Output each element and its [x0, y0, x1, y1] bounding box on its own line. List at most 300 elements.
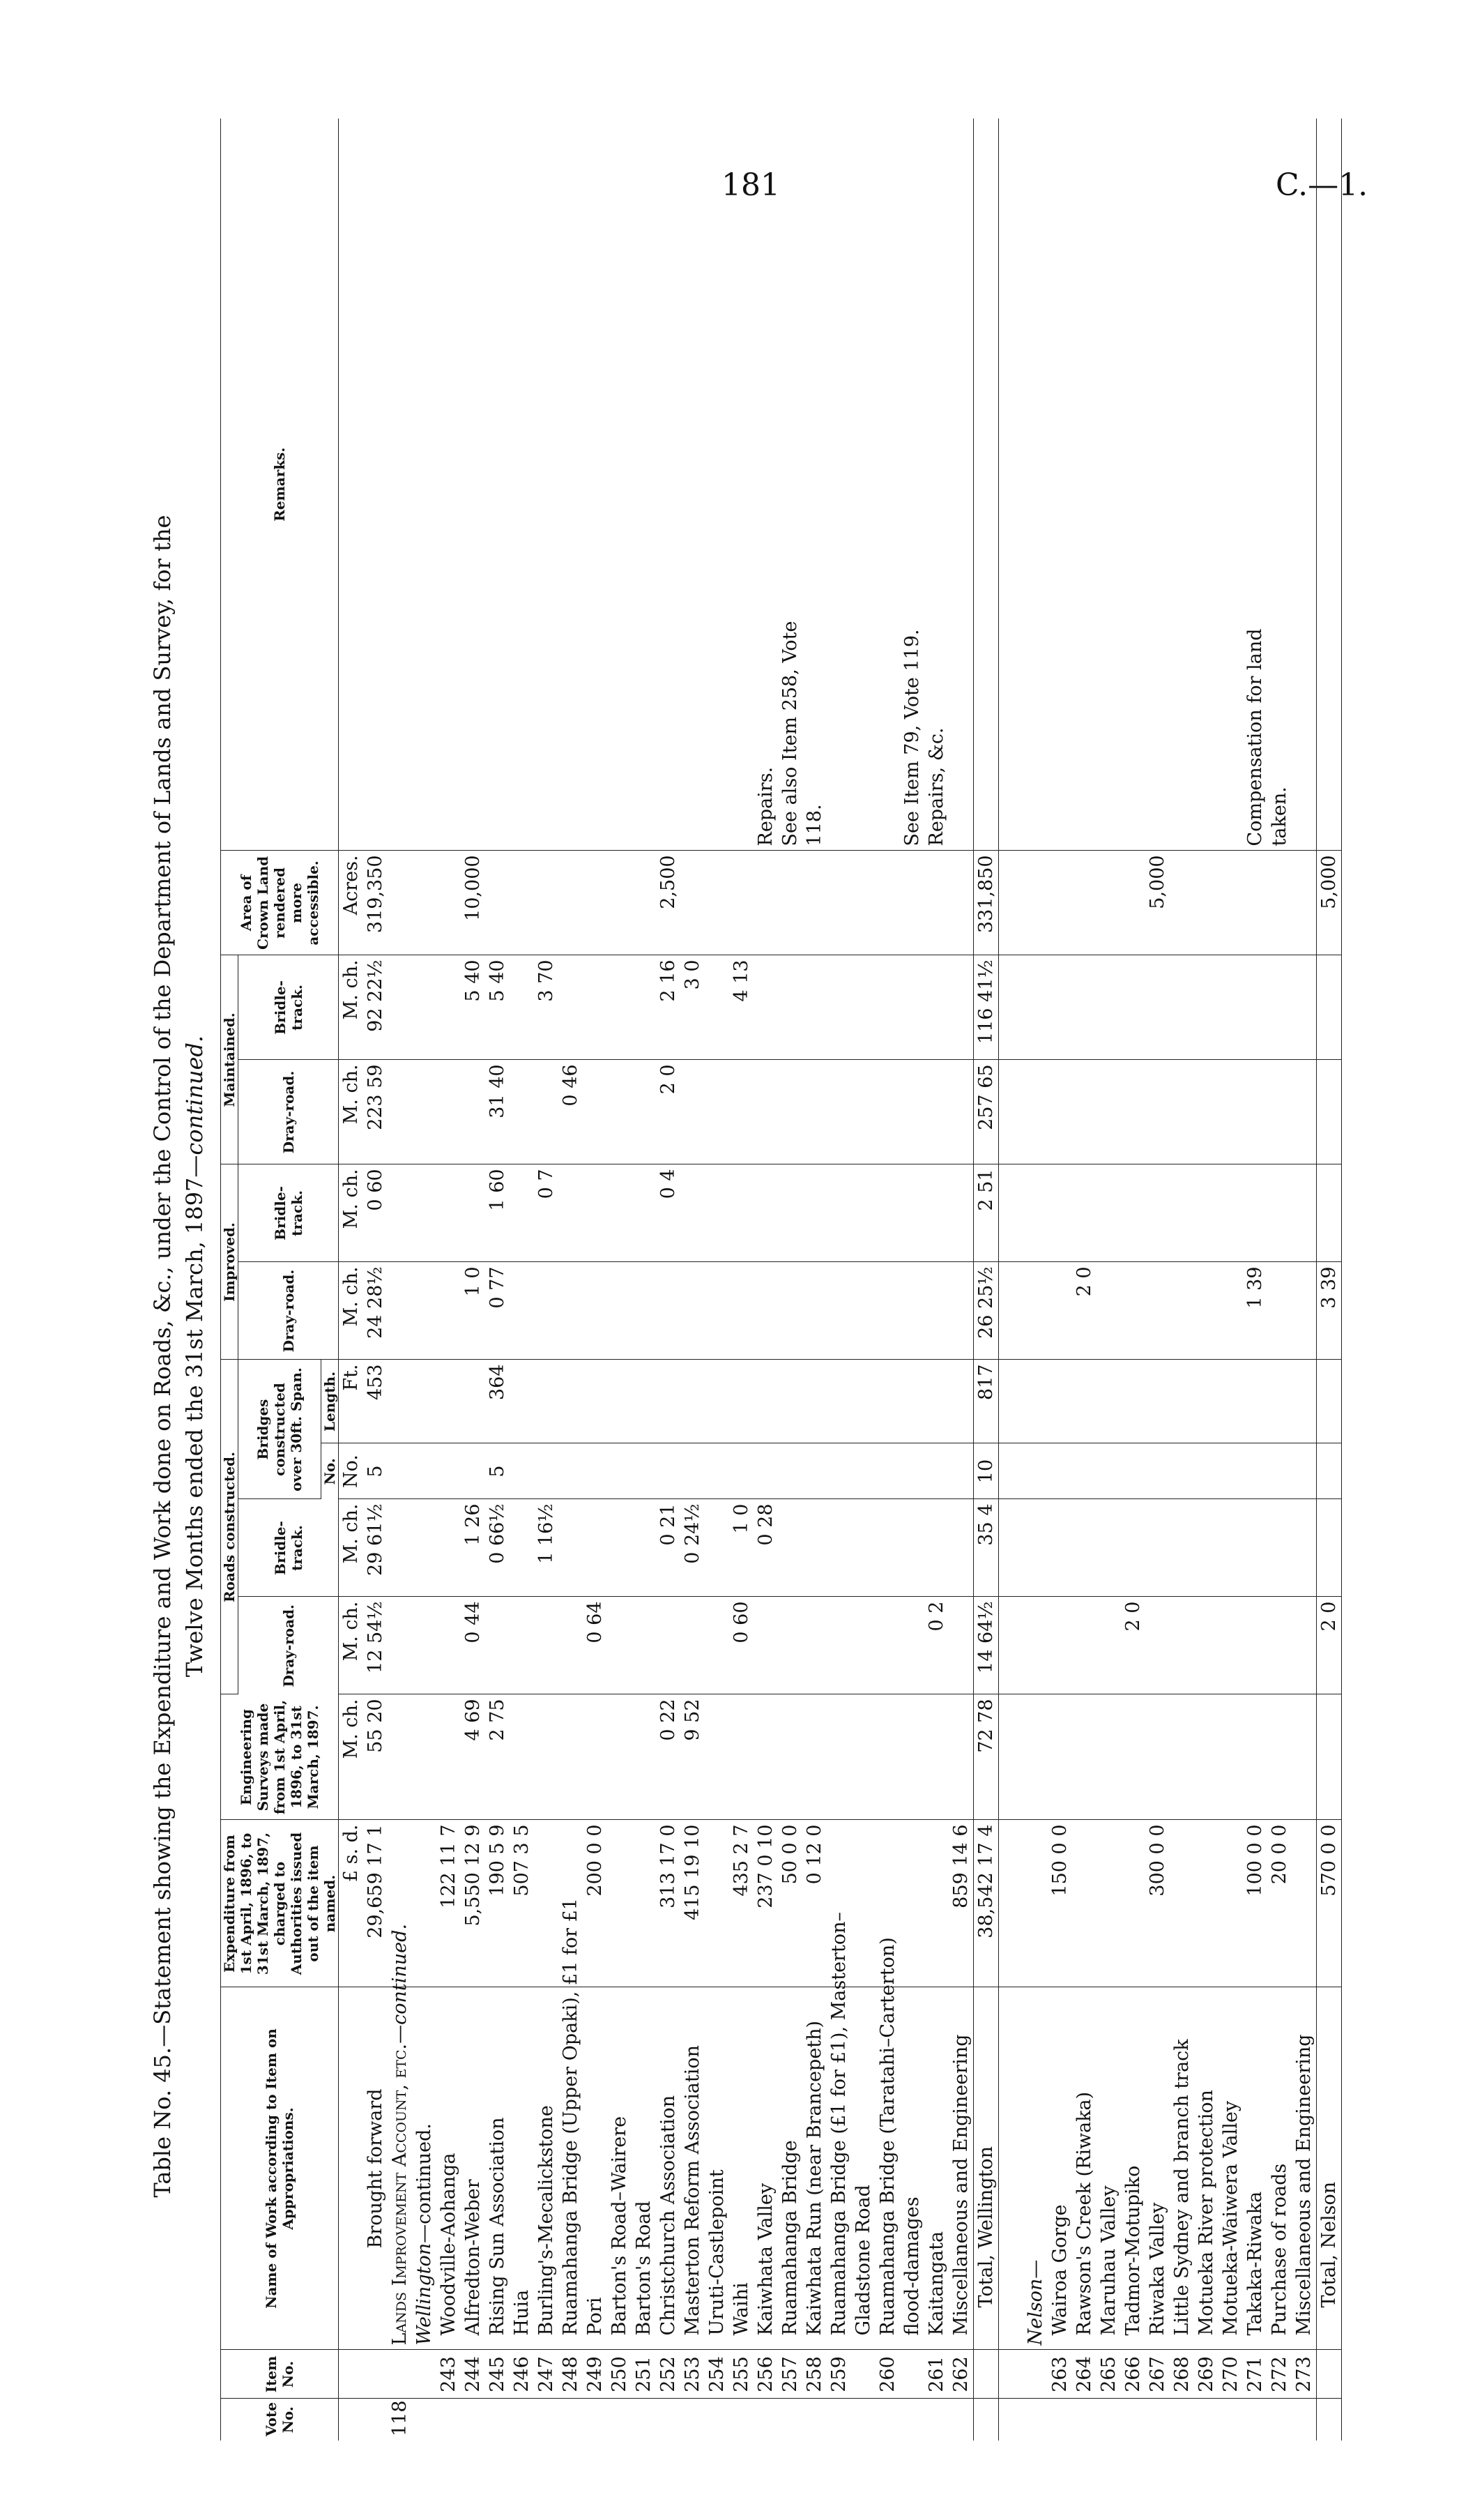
table-row [851, 119, 876, 2441]
cell-exp [705, 1820, 729, 1987]
header-constructed-bridle: Bridle-track. [238, 1499, 339, 1597]
cell-area [1219, 851, 1243, 955]
cell-area [924, 851, 949, 955]
cell-blen [510, 1360, 534, 1443]
total-wellington-remarks [974, 119, 999, 851]
cell-surveys [851, 1694, 876, 1820]
total-wellington-blen: 817 [974, 1360, 999, 1443]
table-row [802, 119, 827, 2441]
header-constructed-dray: Dray-road. [238, 1597, 339, 1694]
cell-exp: 20 0 0 [1267, 1820, 1292, 1987]
caption-line-2 [178, 272, 211, 2441]
cell-ibridle [461, 1164, 485, 1262]
cell-idray [558, 1262, 583, 1360]
cell-cbridle: 0 21 [656, 1499, 680, 1597]
cell-ibridle: 0 7 [534, 1164, 558, 1262]
cell-surveys [1267, 1694, 1292, 1820]
header-surveys: Engineering Surveys made from 1st April, 1896, to 31st March, 1897. [221, 1694, 339, 1820]
table-row [656, 119, 680, 2441]
vote-cell [778, 2399, 802, 2441]
cell-bno [924, 1443, 949, 1499]
cell-cdray: 0 60 [729, 1597, 754, 1694]
cell-name: Miscellaneous and Engineering [1292, 1987, 1317, 2350]
total-wellington-bno: 10 [974, 1443, 999, 1499]
cell-name: Miscellaneous and Engineering [949, 1987, 974, 2350]
cell-ibridle [949, 1164, 974, 1262]
bf-idray: 24 28½ [363, 1262, 388, 1360]
header-maintained-dray: Dray-road. [238, 1060, 339, 1164]
cell-surveys [876, 1694, 900, 1820]
cell-remarks [607, 119, 632, 851]
cell-name: Kaiwhata Valley [754, 1987, 778, 2350]
cell-mbridle: 3 70 [534, 955, 558, 1060]
unit-ibridle: M. ch. [339, 1164, 364, 1262]
cell-idray [729, 1262, 754, 1360]
cell-cdray [1145, 1597, 1170, 1694]
cell-name: Uruti-Castlepoint [705, 1987, 729, 2350]
vote-cell [900, 2399, 924, 2441]
cell-name: Barton's Road–Wairere [607, 1987, 632, 2350]
cell-exp [851, 1820, 876, 1987]
unit-mdray: M. ch. [339, 1060, 364, 1164]
cell-ibridle: 0 4 [656, 1164, 680, 1262]
vote-cell [680, 2399, 705, 2441]
cell-cbridle [851, 1499, 876, 1597]
cell-mbridle [583, 955, 607, 1060]
district-heading-row [412, 119, 436, 2441]
unit-mbridle: M. ch. [339, 955, 364, 1060]
unit-surveys: M. ch. [339, 1694, 364, 1820]
cell-remarks [680, 119, 705, 851]
cell-area [705, 851, 729, 955]
table-row [705, 119, 729, 2441]
cell-surveys [534, 1694, 558, 1820]
cell-name: flood-damages [900, 1987, 924, 2350]
total-nelson-remarks [1317, 119, 1342, 851]
cell-cbridle: 0 28 [754, 1499, 778, 1597]
cell-ibridle [705, 1164, 729, 1262]
cell-remarks [1072, 119, 1097, 851]
cell-cbridle [924, 1499, 949, 1597]
cell-cdray [705, 1597, 729, 1694]
cell-name: Gladstone Road [851, 1987, 876, 2350]
vote-cell [534, 2399, 558, 2441]
cell-mdray: 31 40 [485, 1060, 510, 1164]
expenditure-table [220, 119, 1342, 2441]
cell-cbridle [1194, 1499, 1219, 1597]
vote-cell [461, 2399, 485, 2441]
cell-mdray [851, 1060, 876, 1164]
total-wellington-idray: 26 25½ [974, 1262, 999, 1360]
unit-cbridle: M. ch. [339, 1499, 364, 1597]
cell-blen [1219, 1360, 1243, 1443]
cell-surveys: 2 75 [485, 1694, 510, 1820]
cell-area [1072, 851, 1097, 955]
cell-area [534, 851, 558, 955]
cell-name: Rising Sun Association [485, 1987, 510, 2350]
table-row [1097, 119, 1121, 2441]
total-nelson-mbridle [1317, 955, 1342, 1060]
vote-cell [510, 2399, 534, 2441]
cell-remarks [510, 119, 534, 851]
cell-name: Rawson's Creek (Riwaka) [1072, 1987, 1097, 2350]
cell-surveys [1219, 1694, 1243, 1820]
vote-cell [851, 2399, 876, 2441]
page-code: C.—1. [1276, 167, 1368, 203]
cell-remarks [632, 119, 656, 851]
cell-remarks [583, 119, 607, 851]
cell-exp: 507 3 5 [510, 1820, 534, 1987]
table-row [485, 119, 510, 2441]
cell-mdray [680, 1060, 705, 1164]
unit-area: Acres. [339, 851, 364, 955]
cell-cbridle [510, 1499, 534, 1597]
total-wellington-cdray: 14 64½ [974, 1597, 999, 1694]
cell-cbridle: 1 26 [461, 1499, 485, 1597]
cell-blen [558, 1360, 583, 1443]
cell-idray [924, 1262, 949, 1360]
cell-blen [583, 1360, 607, 1443]
cell-mdray [802, 1060, 827, 1164]
cell-mdray [632, 1060, 656, 1164]
table-row [534, 119, 558, 2441]
cell-surveys [949, 1694, 974, 1820]
cell-cbridle [705, 1499, 729, 1597]
cell-bno [558, 1443, 583, 1499]
cell-remarks [1145, 119, 1170, 851]
cell-remarks [827, 119, 851, 851]
cell-name: Wairoa Gorge [1048, 1987, 1072, 2350]
cell-bno: 5 [485, 1443, 510, 1499]
cell-mdray: 0 46 [558, 1060, 583, 1164]
cell-idray [534, 1262, 558, 1360]
cell-cdray [1243, 1597, 1267, 1694]
table-row [778, 119, 802, 2441]
table-row [827, 119, 851, 2441]
cell-remarks [1048, 119, 1072, 851]
cell-ibridle: 1 60 [485, 1164, 510, 1262]
total-wellington-row [974, 119, 999, 2441]
cell-item: 248 [558, 2350, 583, 2399]
cell-idray [827, 1262, 851, 1360]
cell-mbridle: 2 16 [656, 955, 680, 1060]
cell-mbridle [924, 955, 949, 1060]
cell-mbridle [778, 955, 802, 1060]
cell-mbridle: 5 40 [485, 955, 510, 1060]
vote-cell [656, 2399, 680, 2441]
cell-item: 272 [1267, 2350, 1292, 2399]
cell-mdray [1121, 1060, 1145, 1164]
header-improved-bridle: Bridle-track. [238, 1164, 339, 1262]
vote-number: 118 [389, 2400, 411, 2436]
cell-item: 271 [1243, 2350, 1267, 2399]
cell-cdray: 0 64 [583, 1597, 607, 1694]
cell-ibridle [1170, 1164, 1194, 1262]
cell-area [583, 851, 607, 955]
cell-mbridle [1097, 955, 1121, 1060]
cell-bno [827, 1443, 851, 1499]
cell-name: Maruhau Valley [1097, 1987, 1121, 2350]
cell-bno [1121, 1443, 1145, 1499]
cell-surveys: 4 69 [461, 1694, 485, 1820]
cell-mdray [436, 1060, 461, 1164]
cell-remarks [851, 119, 876, 851]
cell-bno [1048, 1443, 1072, 1499]
cell-name: Little Sydney and branch track [1170, 1987, 1194, 2350]
cell-cbridle [778, 1499, 802, 1597]
cell-surveys [754, 1694, 778, 1820]
cell-bno [534, 1443, 558, 1499]
vote-cell [436, 2399, 461, 2441]
cell-bno [632, 1443, 656, 1499]
cell-exp: 859 14 6 [949, 1820, 974, 1987]
cell-idray [851, 1262, 876, 1360]
cell-name: Ruamahanga Bridge [778, 1987, 802, 2350]
cell-item: 244 [461, 2350, 485, 2399]
cell-ibridle [827, 1164, 851, 1262]
cell-ibridle [1292, 1164, 1317, 1262]
cell-cdray [1170, 1597, 1194, 1694]
cell-surveys [1121, 1694, 1145, 1820]
cell-bno [754, 1443, 778, 1499]
total-wellington-exp: 38,542 17 4 [974, 1820, 999, 1987]
cell-mbridle [510, 955, 534, 1060]
cell-bno [656, 1443, 680, 1499]
cell-bno [1072, 1443, 1097, 1499]
cell-exp: 200 0 0 [583, 1820, 607, 1987]
cell-blen [680, 1360, 705, 1443]
cell-mdray [1267, 1060, 1292, 1164]
cell-ibridle [754, 1164, 778, 1262]
cell-exp [607, 1820, 632, 1987]
cell-item [851, 2350, 876, 2399]
cell-mbridle [1267, 955, 1292, 1060]
caption-line-1: Table No. 45.—Statement showing the Expenditure and Work done on Roads, &c., under the Control of the Department of Lands and Survey, for the [149, 515, 176, 2198]
cell-cdray [656, 1597, 680, 1694]
cell-ibridle [924, 1164, 949, 1262]
cell-name: Burling's-Mecalickstone [534, 1987, 558, 2350]
cell-exp [1072, 1820, 1097, 1987]
spacer-row [999, 119, 1024, 2441]
cell-exp: 50 0 0 [778, 1820, 802, 1987]
cell-remarks: Compensation for land [1243, 119, 1267, 851]
cell-mbridle [851, 955, 876, 1060]
cell-exp: 5,550 12 9 [461, 1820, 485, 1987]
cell-cbridle [900, 1499, 924, 1597]
cell-mbridle [1194, 955, 1219, 1060]
total-nelson-exp: 570 0 0 [1317, 1820, 1342, 1987]
table-row [1243, 119, 1267, 2441]
cell-blen: 364 [485, 1360, 510, 1443]
cell-idray [656, 1262, 680, 1360]
vote-cell [705, 2399, 729, 2441]
cell-cdray [851, 1597, 876, 1694]
cell-mdray [1145, 1060, 1170, 1164]
table-row [1267, 119, 1292, 2441]
cell-idray: 1 39 [1243, 1262, 1267, 1360]
cell-cdray [1097, 1597, 1121, 1694]
cell-cbridle [827, 1499, 851, 1597]
cell-ibridle [1048, 1164, 1072, 1262]
cell-item: 256 [754, 2350, 778, 2399]
cell-mbridle [1121, 955, 1145, 1060]
unit-blen: Ft. [339, 1360, 364, 1443]
cell-mdray [583, 1060, 607, 1164]
cell-area [802, 851, 827, 955]
cell-idray [510, 1262, 534, 1360]
cell-ibridle [510, 1164, 534, 1262]
cell-mbridle: 4 13 [729, 955, 754, 1060]
cell-cdray [1072, 1597, 1097, 1694]
cell-mbridle [1292, 955, 1317, 1060]
cell-exp: 435 2 7 [729, 1820, 754, 1987]
cell-ibridle [583, 1164, 607, 1262]
total-wellington-mdray: 257 65 [974, 1060, 999, 1164]
cell-area [558, 851, 583, 955]
cell-blen [1267, 1360, 1292, 1443]
total-wellington-mbridle: 116 41½ [974, 955, 999, 1060]
cell-item: 257 [778, 2350, 802, 2399]
cell-remarks [1194, 119, 1219, 851]
cell-ibridle [1145, 1164, 1170, 1262]
cell-item: 250 [607, 2350, 632, 2399]
cell-blen [802, 1360, 827, 1443]
table-row [1121, 119, 1145, 2441]
cell-exp: 122 11 7 [436, 1820, 461, 1987]
header-bridges-no: No. [321, 1443, 339, 1499]
cell-mdray [1097, 1060, 1121, 1164]
cell-ibridle [900, 1164, 924, 1262]
cell-cdray [1292, 1597, 1317, 1694]
cell-area: 5,000 [1145, 851, 1170, 955]
table-row [1292, 119, 1317, 2441]
cell-ibridle [680, 1164, 705, 1262]
cell-bno [778, 1443, 802, 1499]
header-item: Item No. [221, 2350, 339, 2399]
cell-area [827, 851, 851, 955]
table-row [1170, 119, 1194, 2441]
cell-idray [583, 1262, 607, 1360]
cell-area [485, 851, 510, 955]
header-improved-dray: Dray-road. [238, 1262, 339, 1360]
vote-cell [949, 2399, 974, 2441]
cell-idray [680, 1262, 705, 1360]
cell-blen [827, 1360, 851, 1443]
cell-bno [949, 1443, 974, 1499]
cell-remarks [1292, 119, 1317, 851]
district-nelson-label: Nelson— [1025, 2259, 1046, 2346]
cell-name: Purchase of roads [1267, 1987, 1292, 2350]
unit-money: £ s. d. [339, 1820, 364, 1987]
table-row [1194, 119, 1219, 2441]
cell-surveys: 0 22 [656, 1694, 680, 1820]
bf-cbridle: 29 61½ [363, 1499, 388, 1597]
table-row [1145, 119, 1170, 2441]
table-row [754, 119, 778, 2441]
cell-name: Kaitangata [924, 1987, 949, 2350]
cell-item: 265 [1097, 2350, 1121, 2399]
cell-cbridle [1121, 1499, 1145, 1597]
cell-area [436, 851, 461, 955]
cell-cbridle: 0 66½ [485, 1499, 510, 1597]
cell-ibridle [876, 1164, 900, 1262]
cell-surveys [436, 1694, 461, 1820]
cell-area [1267, 851, 1292, 955]
cell-surveys [1292, 1694, 1317, 1820]
cell-ibridle [1097, 1164, 1121, 1262]
cell-cbridle [876, 1499, 900, 1597]
cell-mdray [900, 1060, 924, 1164]
cell-mdray [1194, 1060, 1219, 1164]
cell-mbridle [827, 955, 851, 1060]
vote-cell [876, 2399, 900, 2441]
bf-area: 319,350 [363, 851, 388, 955]
cell-item: 261 [924, 2350, 949, 2399]
cell-cbridle [1267, 1499, 1292, 1597]
table-row [461, 119, 485, 2441]
cell-idray [1194, 1262, 1219, 1360]
total-wellington-vote [974, 2399, 999, 2441]
cell-surveys [1170, 1694, 1194, 1820]
total-wellington-cbridle: 35 4 [974, 1499, 999, 1597]
vote-cell [924, 2399, 949, 2441]
cell-remarks [949, 119, 974, 851]
bf-mdray: 223 59 [363, 1060, 388, 1164]
cell-cbridle [607, 1499, 632, 1597]
total-wellington-item [974, 2350, 999, 2399]
cell-item: 251 [632, 2350, 656, 2399]
cell-bno [1219, 1443, 1243, 1499]
cell-name: Riwaka Valley [1145, 1987, 1170, 2350]
cell-surveys [802, 1694, 827, 1820]
cell-cdray [900, 1597, 924, 1694]
cell-area [1243, 851, 1267, 955]
vote-cell [632, 2399, 656, 2441]
cell-item: 258 [802, 2350, 827, 2399]
cell-item [900, 2350, 924, 2399]
header-vote: Vote No. [221, 2399, 339, 2441]
cell-remarks [876, 119, 900, 851]
cell-blen [1243, 1360, 1267, 1443]
total-nelson-surveys [1317, 1694, 1342, 1820]
cell-mdray [754, 1060, 778, 1164]
cell-cdray: 0 44 [461, 1597, 485, 1694]
cell-exp: 313 17 0 [656, 1820, 680, 1987]
cell-item: 246 [510, 2350, 534, 2399]
cell-mdray [827, 1060, 851, 1164]
cell-mdray [1048, 1060, 1072, 1164]
cell-surveys [705, 1694, 729, 1820]
cell-name: Ruamahanga Bridge (Taratahi–Carterton) [876, 1987, 900, 2350]
cell-remarks: See also Item 258, Vote [778, 119, 802, 851]
district-nelson [1023, 1987, 1048, 2350]
table-row [583, 119, 607, 2441]
total-nelson-cbridle [1317, 1499, 1342, 1597]
table-row [876, 119, 900, 2441]
cell-idray [436, 1262, 461, 1360]
cell-name: Takaka-Riwaka [1243, 1987, 1267, 2350]
cell-item: 273 [1292, 2350, 1317, 2399]
district-heading-row [1023, 119, 1048, 2441]
cell-area [729, 851, 754, 955]
cell-idray [1219, 1262, 1243, 1360]
cell-mdray [876, 1060, 900, 1164]
cell-item: 260 [876, 2350, 900, 2399]
cell-blen [1194, 1360, 1219, 1443]
cell-item: 252 [656, 2350, 680, 2399]
table-row [680, 119, 705, 2441]
cell-ibridle [1121, 1164, 1145, 1262]
